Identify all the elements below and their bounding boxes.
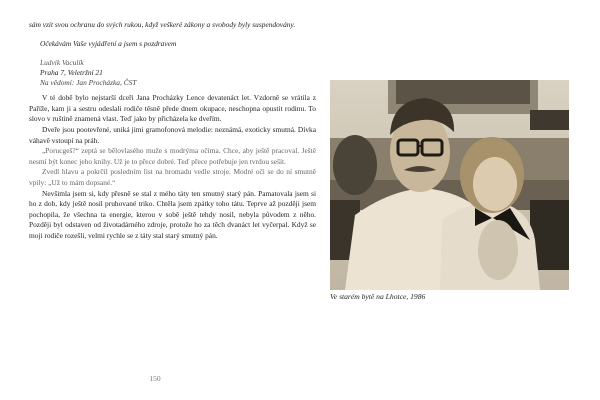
photo — [330, 80, 569, 290]
paragraph: Dveře jsou pootevřené, uniká jimi gramofonová melodie: neznámá, exoticky smutná. Dívka váhavě vstoupí na práh. — [29, 124, 316, 145]
page-number: 150 — [149, 374, 161, 383]
signature-name: Ludvík Vaculík — [40, 58, 84, 68]
signature-note: Na vědomí: Jan Procházka, ČST — [40, 78, 137, 88]
letter-closing-text: sám vzít svou ochranu do svých rukou, když veškeré zákony a svobody byly suspendovány. — [29, 20, 296, 29]
letter-signature — [40, 58, 316, 88]
paragraph: Zvedl hlavu a pokrčil posledním list na hromadu vedle stroje. Modré oči se do ní smutně vpily: „Už to mám dopsané.“ — [29, 167, 316, 187]
photo-caption: Ve starém bytě na Lhotce, 1986 — [330, 292, 426, 301]
paragraph: Nevšimla jsem si, kdy přesně se stal z mého táty ten smutný starý pán. Pamatovala jsem si ho z dob, kdy ještě nosil pruhované triko. Chtěla jsem zpátky toho tátu. Teprve až později jsem pochopila, že všechna ta energie, kterou v sobě ještě tehdy nosil, nebyla původem z něho. Později byl odstaven od životadárného zdroje, protože ho za těch dvanáct let vyčerpal. Když se moji rodiče rozešli, velmi rychle se z táty stal starý smutný pán. — [29, 188, 316, 240]
photo-image — [330, 80, 569, 290]
signature-address: Praha 7, Veletržní 21 — [40, 68, 103, 78]
paragraph: V té době bylo nejstarší dceři Jana Procházky Lence devatenáct let. Vzdorně se vrátila z Paříže, kam ji a sestru odeslali rodiče těsně předе dnem okupace, neschopna opustit rodinu. To slovo v ruštině znamená vlast. Teď jako by přicházela ke dveřím. — [29, 93, 316, 124]
paragraph: „Porucgeš?“ zeptá se bělovlasého muže s modrýma očima. Chce, aby ještě pracoval. Ještě nesmí být konec jeho knihy. Už je to přece dobré. Teď přece potřebuje jen tvrdou sešít. — [29, 146, 316, 166]
body-text — [29, 93, 316, 241]
text-column — [29, 20, 316, 242]
letter-greeting: Očekávám Vaše vyjádření a jsem s pozdravem — [40, 38, 177, 48]
